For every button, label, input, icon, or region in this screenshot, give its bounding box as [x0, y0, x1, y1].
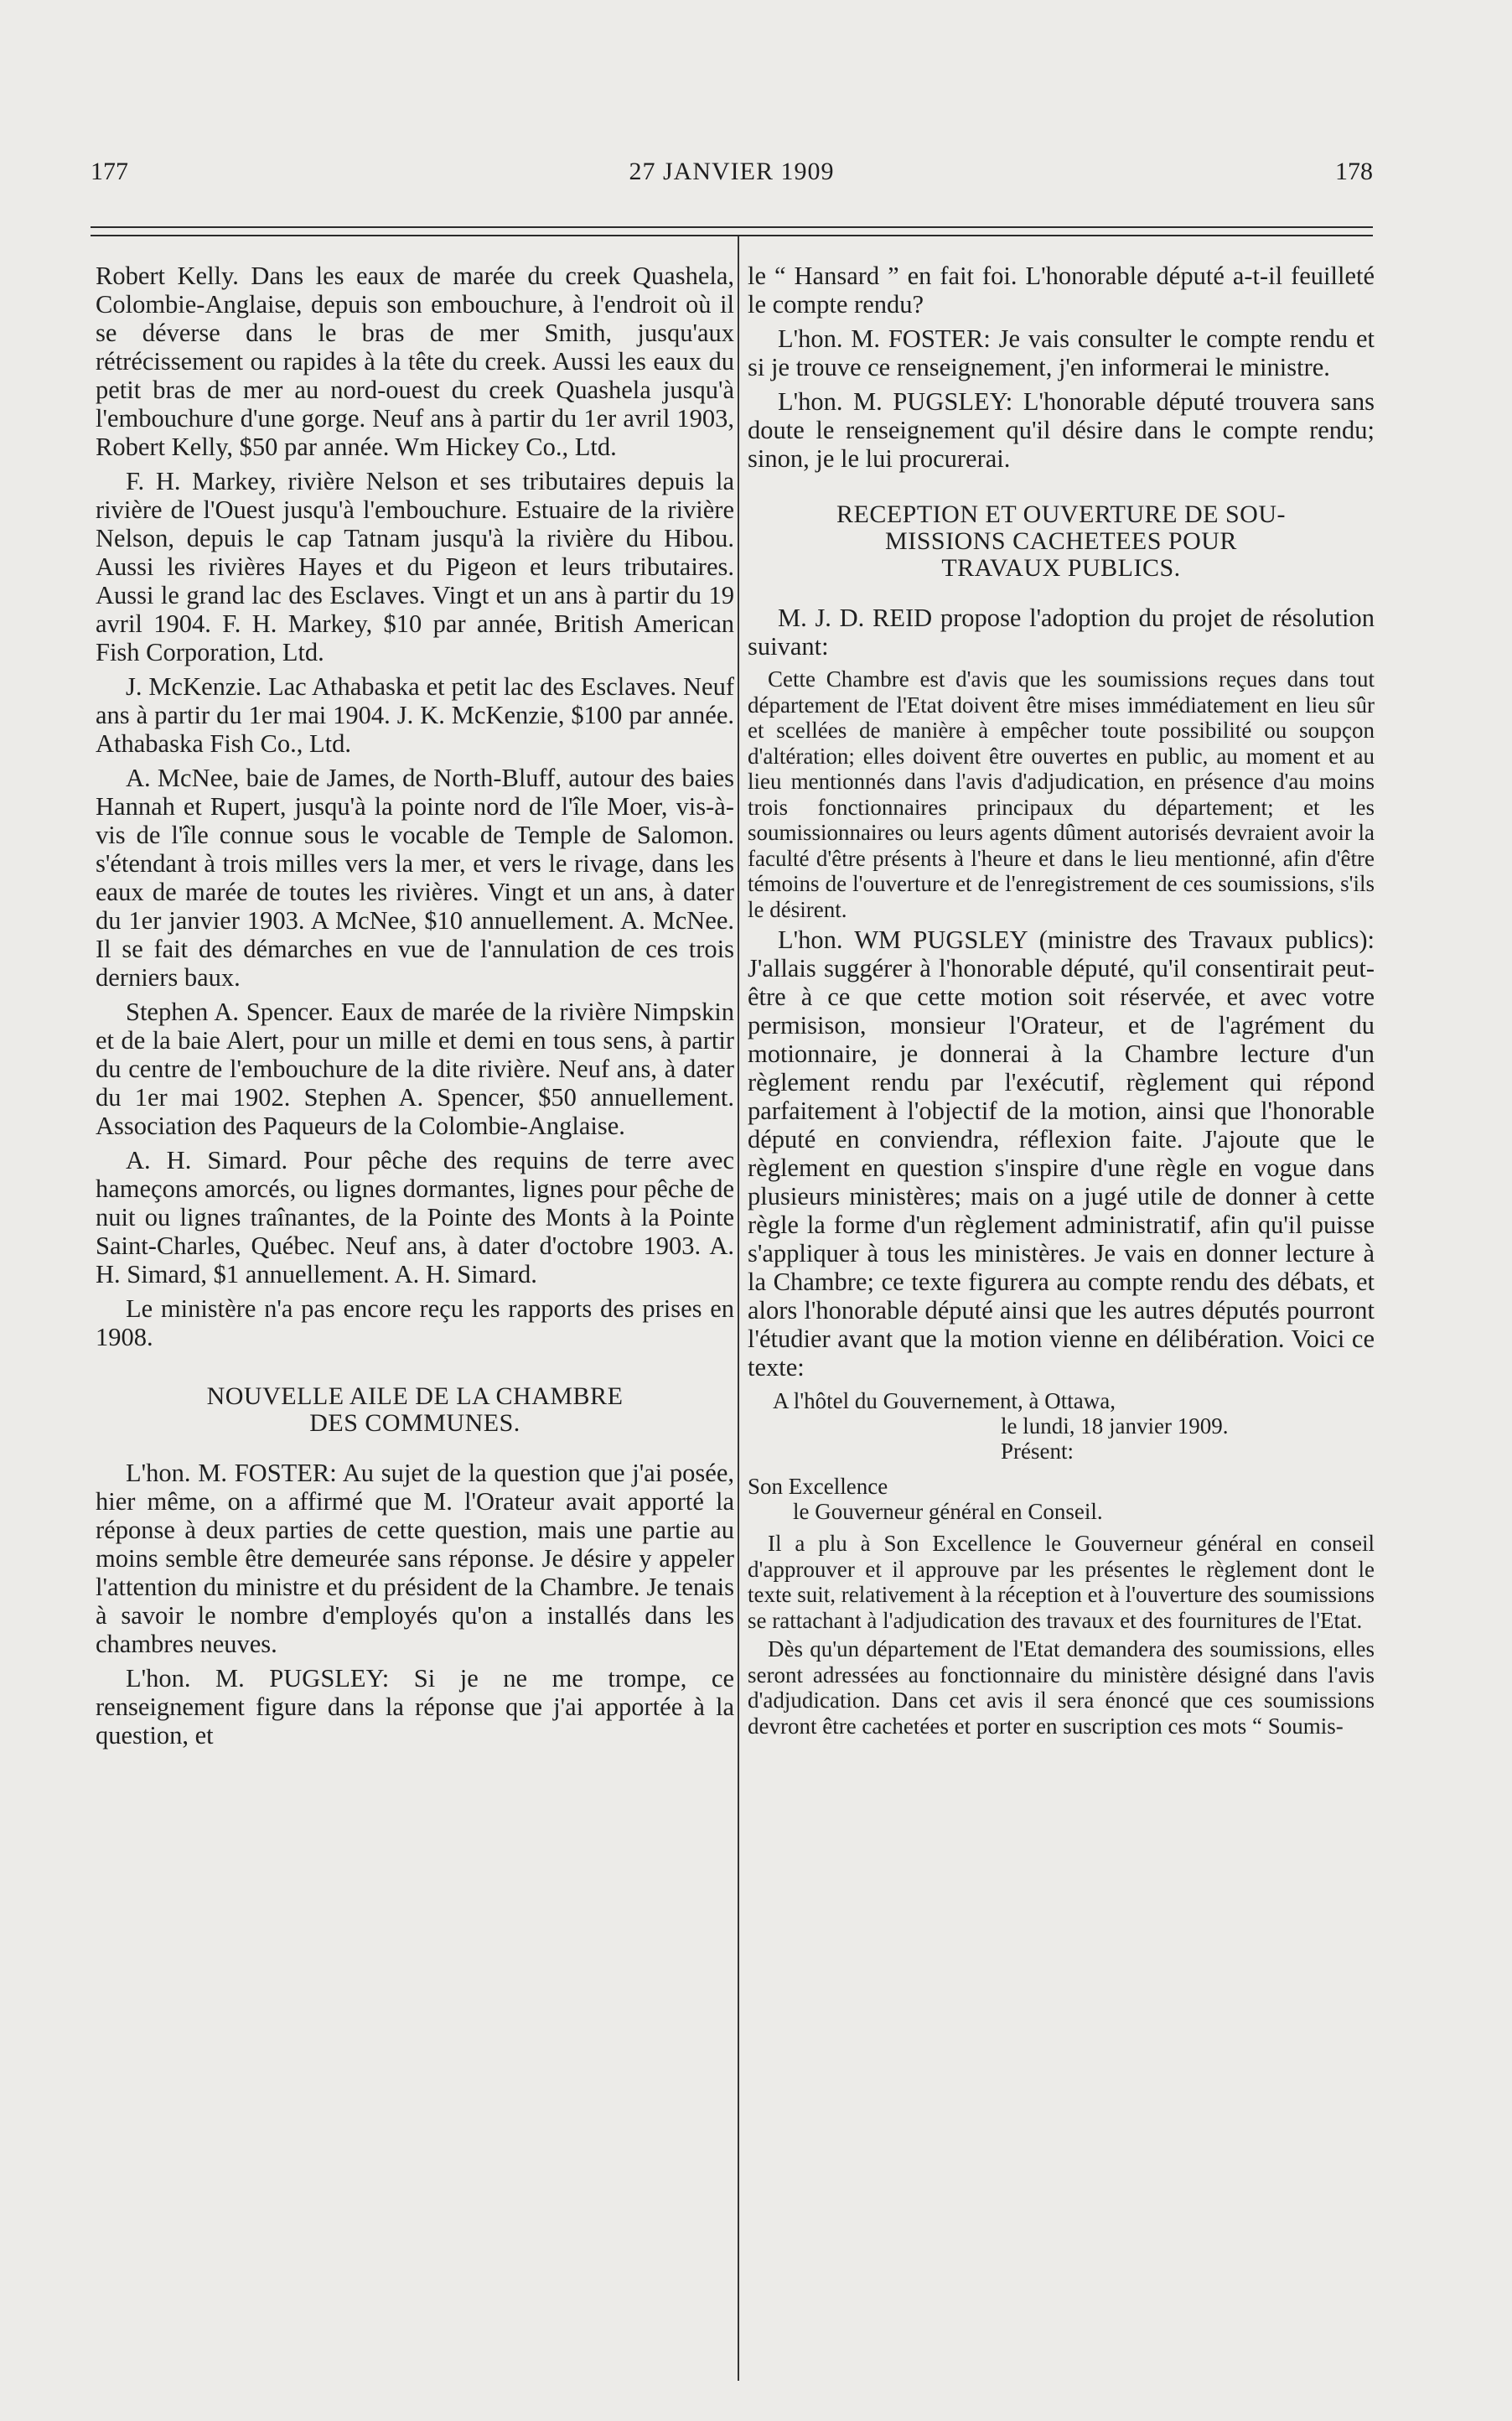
paragraph: A. McNee, baie de James, de North-Bluff, autour des baies Hannah et Rupert, jusqu'à la pointe nord de l'île Moer, vis-à-vis de l'île connue sous le vocable de Temple de Salomon. s'étendant à trois milles vers la mer, et vers le rivage, dans les eaux de marée de toutes les rivières. Vingt et un ans, à dater du 1er janvier 1903. A McNee, $10 annuellement. A. McNee. Il se fait des démarches en vue de l'annulation de ces trois derniers baux. [96, 764, 734, 992]
paragraph: Cette Chambre est d'avis que les soumissions reçues dans tout département de l'Etat doivent être mises immédiatement en lieu sûr et scellées de manière à empêcher toute possibilité ou soupçon d'altération; elles doivent être ouvertes en public, au moment et au lieu mentionnés dans l'avis d'adjudication, en présence d'au moins trois fonctionnaires principaux du département; et les soumissionnaires ou leurs agents dûment autorisés devraient avoir la faculté d'être présents à l'heure et dans le lieu mentionné, afin d'être témoins de l'ouverture et de l'enregistrement de ces soumissions, s'ils le désirent. [748, 666, 1375, 922]
paragraph: Robert Kelly. Dans les eaux de marée du creek Quashela, Colombie-Anglaise, depuis son embouchure, à l'endroit où il se déverse dans le bras de mer Smith, jusqu'aux rétrécissement ou rapides à la tête du creek. Aussi les eaux du petit bras de mer au nord-ouest du creek Quashela jusqu'à l'embouchure d'une gorge. Neuf ans à partir du 1er avril 1903, Robert Kelly, $50 par année. Wm Hickey Co., Ltd. [96, 262, 734, 461]
resolution-text [748, 666, 1375, 922]
heading-line: MISSIONS CACHETEES POUR [885, 527, 1237, 555]
paragraph: L'hon. WM PUGSLEY (ministre des Travaux publics): J'allais suggérer à l'honorable député, qu'il consentirait peut-être à ce que cette motion soit réservée, et avec votre permisison, monsieur l'Orateur, et de l'agrément du motionnaire, je donnerai à la Chambre lecture d'un règlement rendu par l'exécutif, règlement qui répond parfaitement à l'objectif de la motion, ainsi que l'honorable député en conviendra, réflexion faite. J'ajoute que le règlement en question s'inspire d'une règle en vogue dans plusieurs ministères; mais on a jugé utile de donner à cette règle la forme d'un règlement administratif, afin qu'il puisse s'appliquer à tous les ministères. Je vais en donner lecture à la Chambre; ce texte figurera au compte rendu des débats, et alors l'honorable député ainsi que les autres députés pourront l'étudier avant que la motion vienne en délibération. Voici ce texte: [748, 925, 1375, 1382]
page-header [91, 149, 1373, 191]
paragraph: F. H. Markey, rivière Nelson et ses tributaires depuis la rivière de l'Ouest jusqu'à l'embouchure. Estuaire de la rivière Nelson, depuis le cap Tatnam jusqu'à la rivière du Hibou. Aussi les rivières Hayes et du Pigeon et leurs tributaires. Aussi le grand lac des Esclaves. Vingt et un ans à partir du 19 avril 1904. F. H. Markey, $10 par année, British American Fish Corporation, Ltd. [96, 467, 734, 666]
council-line: Son Excellence [748, 1474, 888, 1499]
page-number-right: 178 [1335, 158, 1373, 185]
paragraph: M. J. D. REID propose l'adoption du projet de résolution suivant: [748, 604, 1375, 661]
heading-line: TRAVAUX PUBLICS. [941, 554, 1181, 582]
paragraph: Stephen A. Spencer. Eaux de marée de la rivière Nimpskin et de la baie Alert, pour un mille et demi en tous sens, à partir du centre de l'embouchure de la dite rivière. Neuf ans, à dater du 1er mai 1902. Stephen A. Spencer, $50 annuellement. Association des Paqueurs de la Colombie-Anglaise. [96, 998, 734, 1140]
heading-line: RECEPTION ET OUVERTURE DE SOU- [836, 500, 1286, 528]
page-number-left: 177 [91, 158, 128, 185]
council-line: le Gouverneur général en Conseil. [793, 1499, 1103, 1524]
header-rule-bottom [91, 235, 1373, 236]
paragraph: A. H. Simard. Pour pêche des requins de terre avec hameçons amorcés, ou lignes dormantes, lignes pour pêche de nuit ou lignes traînantes, de la Pointe des Monts à la Pointe Saint-Charles, Québec. Neuf ans, à dater d'octobre 1903. A. H. Simard, $1 annuellement. A. H. Simard. [96, 1146, 734, 1288]
paragraph: le “ Hansard ” en fait foi. L'honorable député a-t-il feuilleté le compte rendu? [748, 262, 1375, 319]
column-divider [738, 236, 739, 2381]
heading-line: NOUVELLE AILE DE LA CHAMBRE [206, 1382, 624, 1410]
section-heading [112, 1383, 717, 1437]
paragraph: L'hon. M. FOSTER: Au sujet de la question que j'ai posée, hier même, on a affirmé que M. l'Orateur avait apporté la réponse à deux parties de cette question, mais une partie au moins semble être demeurée sans réponse. Je désire y appeler l'attention du ministre et du président de la Chambre. Je tenais à savoir le nombre d'employés qu'on a installés dans les chambres neuves. [96, 1459, 734, 1658]
heading-line: DES COMMUNES. [309, 1409, 520, 1437]
paragraph: Dès qu'un département de l'Etat demandera des soumissions, elles seront adressées au fonctionnaire du ministère désigné dans l'avis d'adjudication. Dans cet avis il sera énoncé que ces soumissions devront être cachetées et porter en suscription ces mots “ Soumis- [748, 1636, 1375, 1739]
order-text [748, 1531, 1375, 1739]
section-heading [764, 501, 1358, 582]
right-column [748, 262, 1375, 1742]
paragraph: Le ministère n'a pas encore reçu les rapports des prises en 1908. [96, 1294, 734, 1351]
dateline [748, 1388, 1375, 1464]
left-column [96, 262, 734, 1755]
dateline-place: A l'hôtel du Gouvernement, à Ottawa, [773, 1388, 1116, 1413]
paragraph: L'hon. M. FOSTER: Je vais consulter le compte rendu et si je trouve ce renseignement, j'en informerai le ministre. [748, 324, 1375, 381]
dateline-date: le lundi, 18 janvier 1909. [1001, 1413, 1229, 1439]
paragraph: L'hon. M. PUGSLEY: L'honorable député trouvera sans doute le renseignement qu'il désire dans le compte rendu; sinon, je le lui procurerai. [748, 387, 1375, 473]
paragraph: J. McKenzie. Lac Athabaska et petit lac des Esclaves. Neuf ans à partir du 1er mai 1904. J. K. McKenzie, $100 par année. Athabaska Fish Co., Ltd. [96, 672, 734, 758]
dateline-present: Présent: [1001, 1439, 1074, 1464]
header-date: 27 JANVIER 1909 [629, 158, 835, 185]
paragraph: Il a plu à Son Excellence le Gouverneur général en conseil d'approuver et il approuve par les présentes le règlement dont le texte suit, relativement à la réception et à l'ouverture des soumissions se rattachant à l'adjudication des travaux et des fournitures de l'Etat. [748, 1531, 1375, 1633]
header-rule-top [91, 226, 1373, 228]
council-block [748, 1474, 1375, 1524]
paragraph: L'hon. M. PUGSLEY: Si je ne me trompe, ce renseignement figure dans la réponse que j'ai apportée à la question, et [96, 1664, 734, 1750]
